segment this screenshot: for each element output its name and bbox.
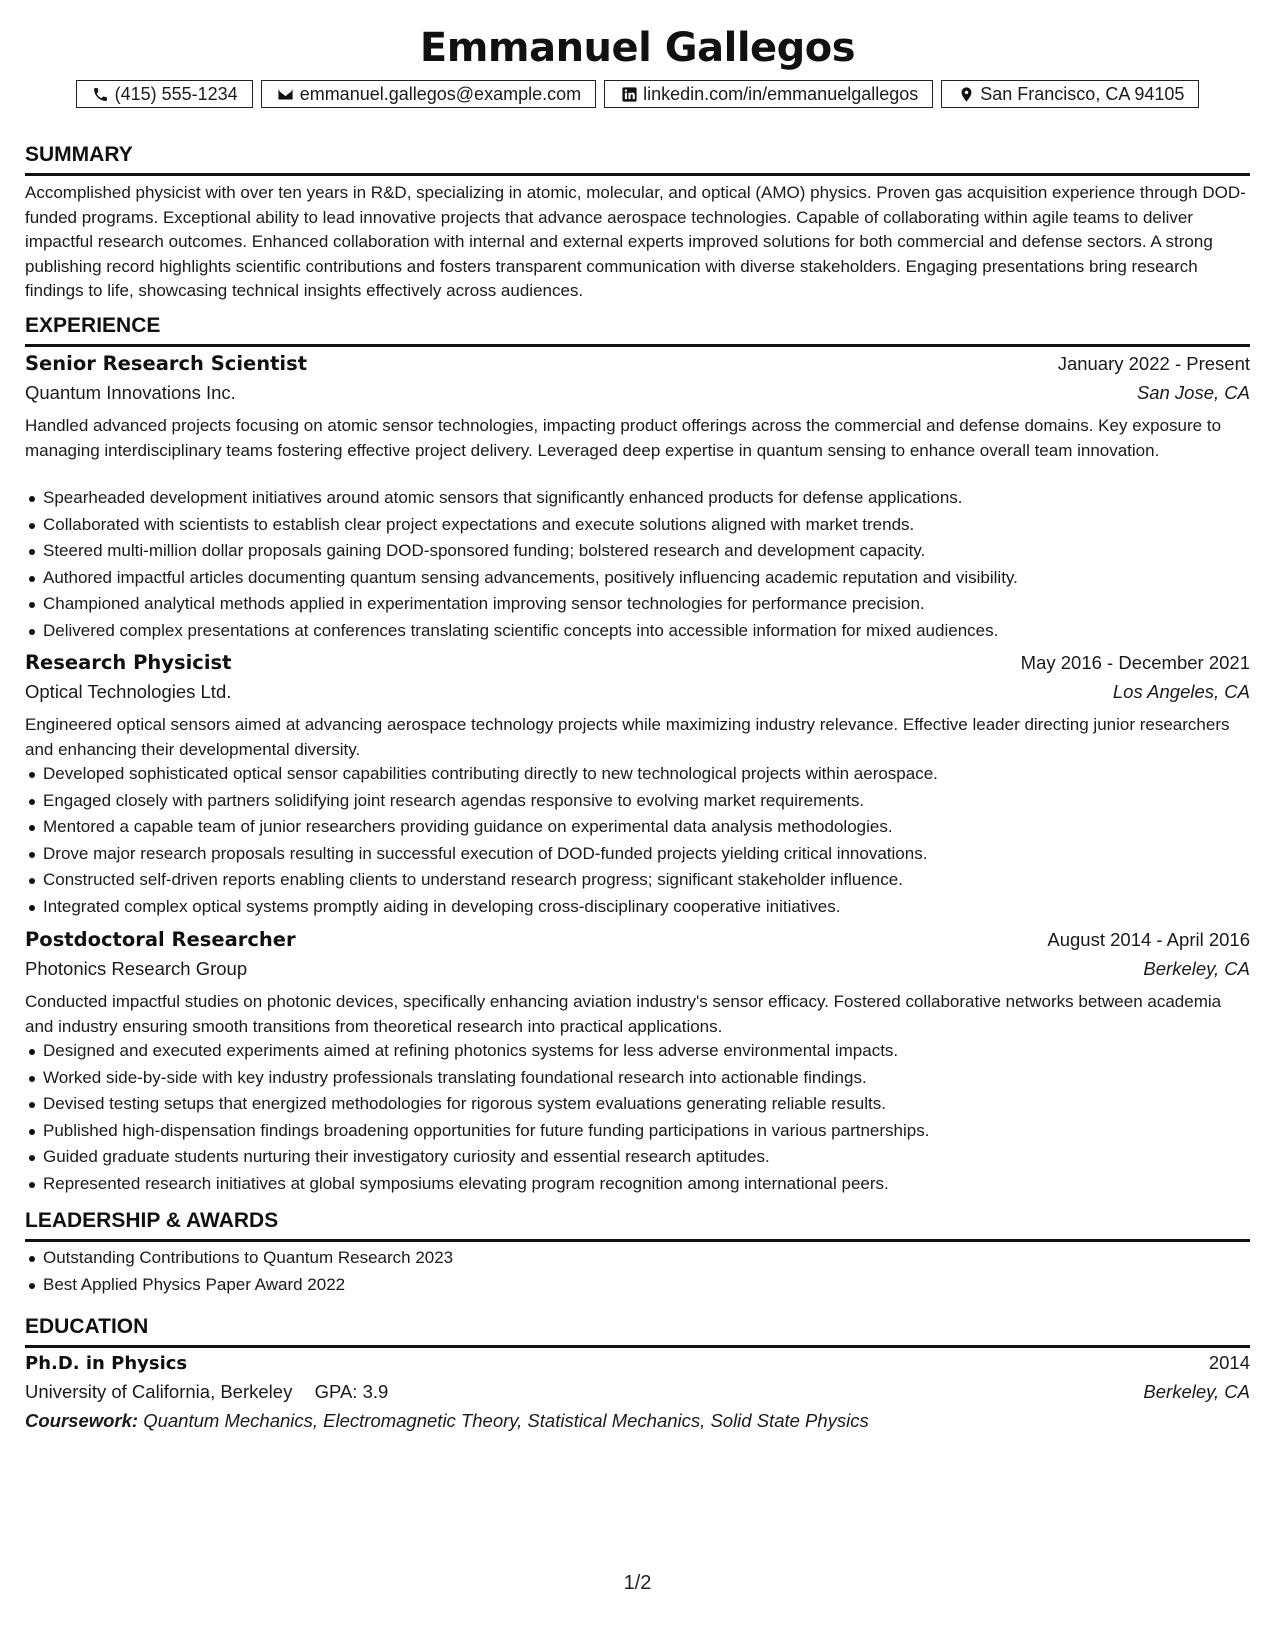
education-coursework <box>25 1410 1250 1432</box>
job-location: San Jose, CA <box>1136 382 1250 403</box>
list-item: Designed and executed experiments aimed at refining photonics systems for less adverse environmental impacts. <box>25 1038 1250 1065</box>
job-bullets <box>25 485 1250 645</box>
list-item: Engaged closely with partners solidifying joint research agendas responsive to evolving market requirements. <box>25 788 1250 815</box>
contact-location-text: San Francisco, CA 94105 <box>980 83 1185 104</box>
list-item: Collaborated with scientists to establish clear project expectations and execute solutions aligned with market trends. <box>25 512 1250 539</box>
contact-bar <box>25 80 1250 111</box>
awards-list <box>25 1245 1250 1298</box>
list-item: Devised testing setups that energized methodologies for rigorous system evaluations generating reliable results. <box>25 1091 1250 1118</box>
job-header <box>25 352 1250 375</box>
job-location: Berkeley, CA <box>1143 958 1250 979</box>
job-title: Postdoctoral Researcher <box>25 928 296 951</box>
contact-email[interactable] <box>261 80 596 108</box>
job-subheader <box>25 681 1250 703</box>
summary-heading: SUMMARY <box>25 143 1250 176</box>
contact-email-text: emmanuel.gallegos@example.com <box>299 83 582 104</box>
job-header <box>25 651 1250 674</box>
linkedin-icon <box>619 84 639 104</box>
job-company: Optical Technologies Ltd. <box>25 681 232 702</box>
summary-text: Accomplished physicist with over ten years in R&D, specializing in atomic, molecular, and optical (AMO) physics. Proven gas acquisition experience through DOD-funded programs. Exceptional ability to lead innovative projects that advance aerospace technologies. Capable of collaborating within agile teams to deliver impactful research outcomes. Enhanced collaboration with internal and external experts improved solutions for both commercial and defense sectors. A strong publishing record highlights scientific contributions and fosters transparent communication with diverse stakeholders. Engaging presentations bring research findings to life, showcasing technical insights effectively across audiences. <box>25 183 1246 300</box>
list-item: Integrated complex optical systems promptly aiding in developing cross-disciplinary cooperative initiatives. <box>25 894 1250 921</box>
list-item: Outstanding Contributions to Quantum Research 2023 <box>25 1245 1250 1272</box>
education-subheader <box>25 1381 1250 1403</box>
list-item: Guided graduate students nurturing their investigatory curiosity and essential research aptitudes. <box>25 1144 1250 1171</box>
list-item: Represented research initiatives at global symposiums elevating program recognition among international peers. <box>25 1171 1250 1198</box>
education-degree: Ph.D. in Physics <box>25 1353 188 1374</box>
job-subheader <box>25 958 1250 980</box>
education-year: 2014 <box>1208 1352 1250 1373</box>
education-heading: EDUCATION <box>25 1315 1250 1348</box>
list-item: Worked side-by-side with key industry professionals translating foundational research into actionable findings. <box>25 1065 1250 1092</box>
experience-heading: EXPERIENCE <box>25 314 1250 347</box>
list-item: Championed analytical methods applied in experimentation improving sensor technologies for performance precision. <box>25 591 1250 618</box>
candidate-name: Emmanuel Gallegos <box>419 25 856 71</box>
contact-phone-text: (415) 555-1234 <box>114 83 238 104</box>
job-company: Quantum Innovations Inc. <box>25 382 236 403</box>
list-item: Steered multi-million dollar proposals gaining DOD-sponsored funding; bolstered research and development capacity. <box>25 538 1250 565</box>
coursework-label: Coursework: <box>25 1410 139 1431</box>
job-description: Engineered optical sensors aimed at advancing aerospace technology projects while maximizing industry relevance. Effective leader directing junior researchers and enhancing their developmental diversity. <box>25 715 1230 759</box>
education-gpa: GPA: 3.9 <box>314 1381 389 1402</box>
job-bullets <box>25 761 1250 921</box>
job-subheader <box>25 382 1250 404</box>
education-location: Berkeley, CA <box>1143 1381 1250 1402</box>
coursework-list: Quantum Mechanics, Electromagnetic Theory, Statistical Mechanics, Solid State Physics <box>143 1410 869 1431</box>
job-description: Conducted impactful studies on photonic devices, specifically enhancing aviation industry's sensor efficacy. Fostered collaborative networks between academia and industry ensuring smooth transitions from theoretical research into practical applications. <box>25 992 1222 1036</box>
list-item: Authored impactful articles documenting quantum sensing advancements, positively influencing academic reputation and visibility. <box>25 565 1250 592</box>
list-item: Drove major research proposals resulting in successful execution of DOD-funded projects yielding critical innovations. <box>25 841 1250 868</box>
contact-location[interactable] <box>941 80 1199 108</box>
education-school-line <box>25 1381 388 1403</box>
job-location: Los Angeles, CA <box>1112 681 1250 702</box>
list-item: Constructed self-driven reports enabling clients to understand research progress; significant stakeholder influence. <box>25 867 1250 894</box>
awards-heading: LEADERSHIP & AWARDS <box>25 1209 1250 1242</box>
map-pin-icon <box>956 84 976 104</box>
education-school: University of California, Berkeley <box>25 1381 293 1402</box>
list-item: Mentored a capable team of junior researchers providing guidance on experimental data analysis methodologies. <box>25 814 1250 841</box>
contact-linkedin[interactable] <box>604 80 933 108</box>
list-item: Spearheaded development initiatives around atomic sensors that significantly enhanced products for defense applications. <box>25 485 1250 512</box>
list-item: Delivered complex presentations at conferences translating scientific concepts into accessible information for mixed audiences. <box>25 618 1250 645</box>
education-header <box>25 1352 1250 1374</box>
list-item: Developed sophisticated optical sensor capabilities contributing directly to new technological projects within aerospace. <box>25 761 1250 788</box>
job-company: Photonics Research Group <box>25 958 248 979</box>
list-item: Best Applied Physics Paper Award 2022 <box>25 1272 1250 1299</box>
job-title: Research Physicist <box>25 651 232 674</box>
job-header <box>25 928 1250 951</box>
contact-phone[interactable] <box>76 80 253 108</box>
list-item: Published high-dispensation findings broadening opportunities for future funding participations in various partnerships. <box>25 1118 1250 1145</box>
page-number: 1/2 <box>623 1572 652 1594</box>
contact-linkedin-text: linkedin.com/in/emmanuelgallegos <box>643 83 919 104</box>
job-dates: May 2016 - December 2021 <box>1020 652 1250 673</box>
job-bullets <box>25 1038 1250 1198</box>
phone-icon <box>91 84 111 104</box>
job-dates: January 2022 - Present <box>1057 353 1250 374</box>
job-dates: August 2014 - April 2016 <box>1047 929 1250 950</box>
envelope-icon <box>276 84 296 104</box>
job-title: Senior Research Scientist <box>25 352 308 375</box>
job-description: Handled advanced projects focusing on atomic sensor technologies, impacting product offerings across the commercial and defense domains. Key exposure to managing interdisciplinary teams fostering effective project delivery. Leveraged deep expertise in quantum sensing to enhance overall team innovation. <box>25 416 1222 460</box>
